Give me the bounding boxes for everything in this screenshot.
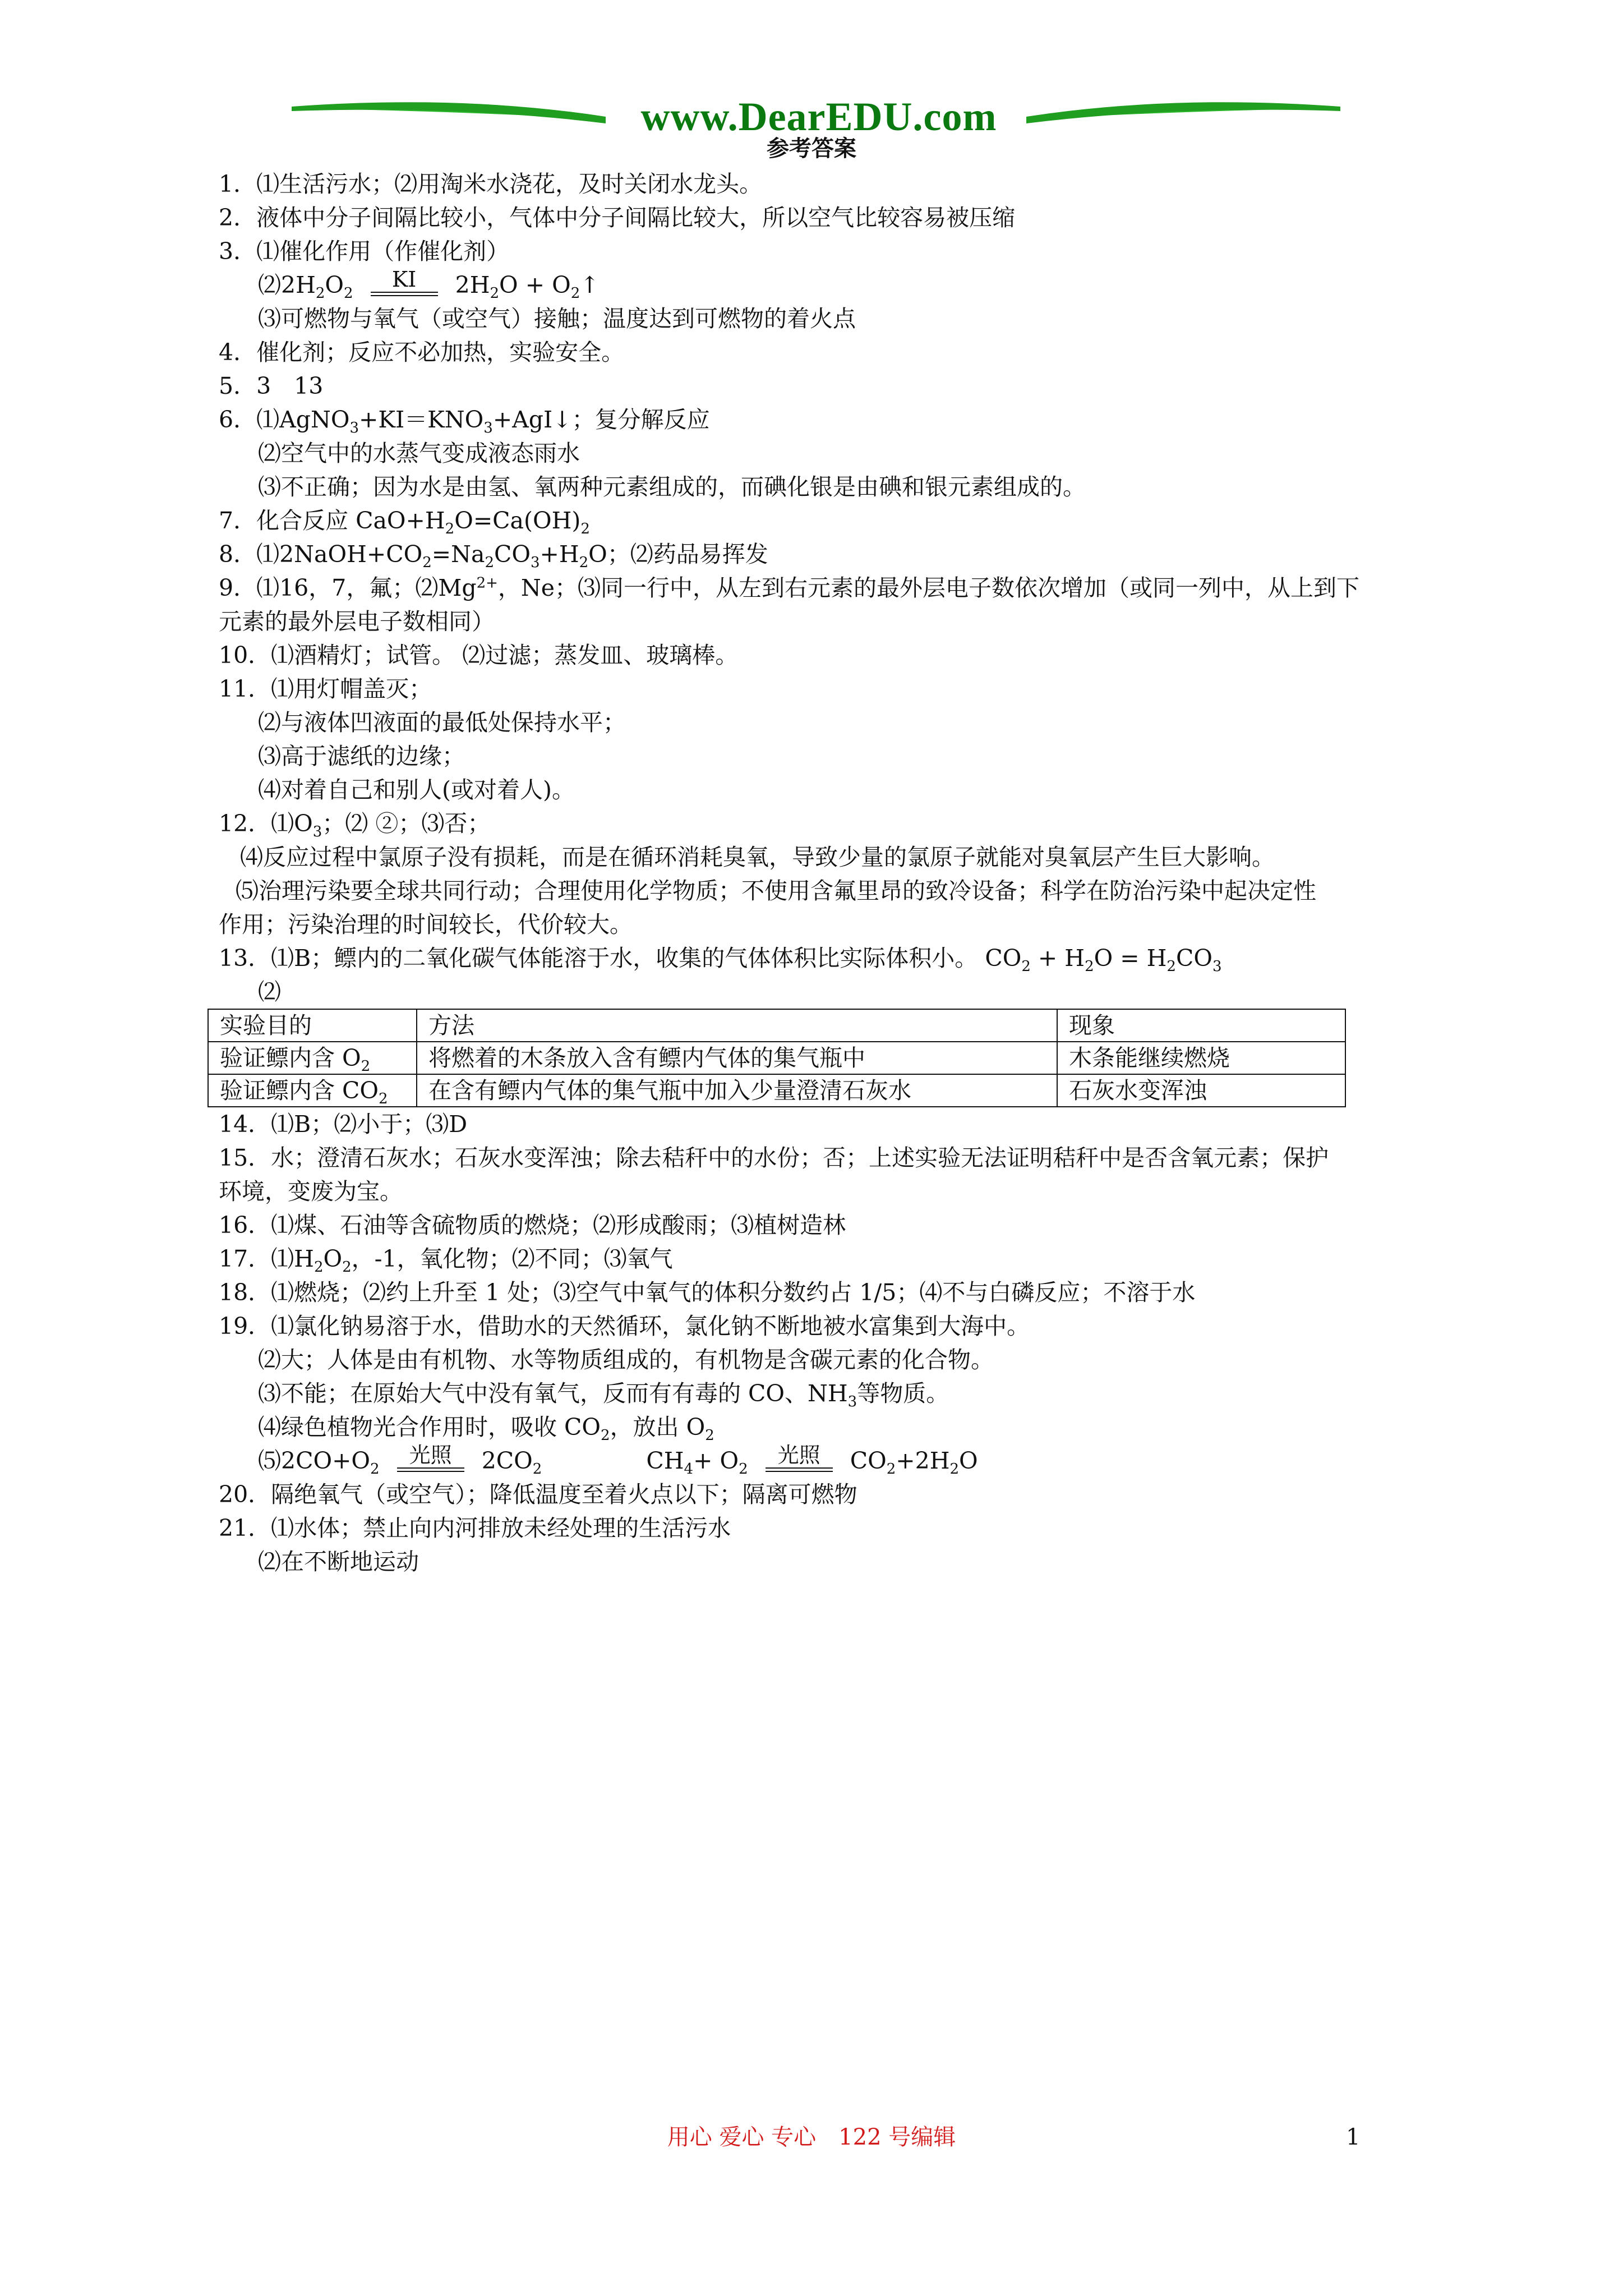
answer-3-part1: 3．⑴催化作用（作催化剂） xyxy=(219,238,510,265)
table-header-cell: 现象 xyxy=(1057,1009,1345,1042)
table-header-cell: 实验目的 xyxy=(208,1009,417,1042)
answer-16: 16．⑴煤、石油等含硫物质的燃烧；⑵形成酸雨；⑶植树造林 xyxy=(219,1212,846,1239)
table-cell: 在含有鳔内气体的集气瓶中加入少量澄清石灰水 xyxy=(417,1074,1057,1107)
answer-7: 7．化合反应 $CaO+H_2O=Ca(OH)_2$ xyxy=(219,507,590,538)
answer-body xyxy=(219,167,1419,1579)
answer-11-part1: 11．⑴用灯帽盖灭； xyxy=(219,675,432,702)
answer-18: 18．⑴燃烧；⑵约上升至 1 处；⑶空气中氧气的体积分数约占 1/5；⑷不与白磷反应；不溶于水 xyxy=(219,1279,1196,1306)
answer-12-part5: ⑸治理污染要全球共同行动；合理使用化学物质；不使用含氟里昂的致冷设备；科学在防治污染中起决定性 xyxy=(236,877,1316,904)
page-title: 参考答案 xyxy=(767,135,856,162)
table-header-row xyxy=(208,1009,1345,1042)
answer-5: 5．3 13 xyxy=(219,372,324,399)
answer-21-part2: ⑵在不断地运动 xyxy=(258,1548,419,1575)
answer-6-part3: ⑶不正确；因为水是由氢、氧两种元素组成的，而碘化银是由碘和银元素组成的。 xyxy=(258,473,1086,500)
answer-8: 8．$⑴2NaOH+CO_2=Na_2CO_3+H_2O$；⑵药品易挥发 xyxy=(219,541,768,572)
answer-15-line1: 15．水；澄清石灰水；石灰水变浑浊；除去秸秆中的水份；否；上述实验无法证明秸秆中是否含氧元素；保护 xyxy=(219,1144,1329,1171)
answer-11-part3: ⑶高于滤纸的边缘； xyxy=(258,743,465,770)
answer-19-part5: $⑸2CO+O_2$ 光照 $2CO_2$ $CH_4+ O_2$ 光照 $CO_2+2H_2O$ xyxy=(219,1444,1419,1478)
page-number: 1 xyxy=(1346,2124,1361,2150)
table-row xyxy=(208,1074,1345,1107)
table-cell: 木条能继续燃烧 xyxy=(1057,1042,1345,1074)
answer-9-line2: 元素的最外层电子数相同） xyxy=(219,608,495,635)
experiment-table xyxy=(208,1009,1346,1107)
answer-13-part2: ⑵ xyxy=(258,978,281,1005)
answer-11-part2: ⑵与液体凹液面的最低处保持水平； xyxy=(258,709,626,736)
table-cell: 石灰水变浑浊 xyxy=(1057,1074,1345,1107)
answer-19-part2: ⑵大；人体是由有机物、水等物质组成的，有机物是含碳元素的化合物。 xyxy=(258,1346,994,1373)
answer-17: 17．$⑴H_2O_2$，-1，氧化物；⑵不同；⑶氧气 xyxy=(219,1245,673,1276)
answer-3-equation: $⑵2H_2O_2$ KI $2H_2O$ + $O_2↑$ xyxy=(219,268,1419,302)
answer-21-part1: 21．⑴水体；禁止向内河排放未经处理的生活污水 xyxy=(219,1515,731,1542)
table-row xyxy=(208,1042,1345,1074)
reaction-condition: 光照 xyxy=(397,1446,464,1480)
answer-19-part1: 19．⑴氯化钠易溶于水，借助水的天然循环，氯化钠不断地被水富集到大海中。 xyxy=(219,1313,1030,1340)
answer-4: 4．催化剂；反应不必加热，实验安全。 xyxy=(219,339,625,366)
answer-6-part1: 6．$⑴AgNO_3+KI=KNO_3+AgI↓$；复分解反应 xyxy=(219,406,710,437)
answer-15-line2: 环境，变废为宝。 xyxy=(219,1178,403,1205)
table-cell: 验证鳔内含 $CO_2$ xyxy=(208,1074,417,1107)
answer-11-part4: ⑷对着自己和别人(或对着人)。 xyxy=(258,776,575,803)
answer-12-part1: 12．$⑴O_3$；⑵ ②；⑶否； xyxy=(219,810,491,841)
answer-20: 20．隔绝氧气（或空气）；降低温度至着火点以下；隔离可燃物 xyxy=(219,1481,857,1508)
reaction-condition: KI xyxy=(371,270,438,304)
answer-6-part2: ⑵空气中的水蒸气变成液态雨水 xyxy=(258,440,580,467)
answer-13-part1: 13．⑴B；鳔内的二氧化碳气体能溶于水，收集的气体体积比实际体积小。 $CO_2 + H_2O = H_2CO_3$ xyxy=(219,945,1222,976)
answer-3-part3: ⑶可燃物与氧气（或空气）接触；温度达到可燃物的着火点 xyxy=(258,305,856,332)
answer-19-part3: ⑶不能；在原始大气中没有氧气，反而有有毒的 CO、$NH_3$等物质。 xyxy=(258,1380,949,1411)
table-cell: 验证鳔内含 $O_2$ xyxy=(208,1042,417,1074)
reaction-condition: 光照 xyxy=(766,1446,833,1480)
site-logo: www.DearEDU.com xyxy=(640,94,997,139)
answer-2: 2．液体中分子间隔比较小，气体中分子间隔比较大，所以空气比较容易被压缩 xyxy=(219,204,1016,231)
page-footer: 用心 爱心 专心 122 号编辑 xyxy=(667,2124,956,2150)
answer-9-line1: 9．⑴16，7，氟；$⑵Mg^{2+}$，Ne；⑶同一行中，从左到右元素的最外层电子数依次增加（或同一列中，从上到下 xyxy=(219,574,1360,601)
answer-1: 1．⑴生活污水；⑵用淘米水浇花，及时关闭水龙头。 xyxy=(219,171,763,197)
answer-10: 10．⑴酒精灯；试管。 ⑵过滤；蒸发皿、玻璃棒。 xyxy=(219,642,739,669)
answer-14: 14．⑴B；⑵小于；⑶D xyxy=(219,1111,468,1138)
answer-12-part4: ⑷反应过程中氯原子没有损耗，而是在循环消耗臭氧，导致少量的氯原子就能对臭氧层产生巨大影响。 xyxy=(240,844,1275,871)
answer-12-part5-cont: 作用；污染治理的时间较长，代价较大。 xyxy=(219,911,633,938)
table-header-cell: 方法 xyxy=(417,1009,1057,1042)
answer-19-part4: ⑷绿色植物光合作用时，吸收 $CO_2$，放出 $O_2$ xyxy=(258,1414,714,1444)
table-cell: 将燃着的木条放入含有鳔内气体的集气瓶中 xyxy=(417,1042,1057,1074)
